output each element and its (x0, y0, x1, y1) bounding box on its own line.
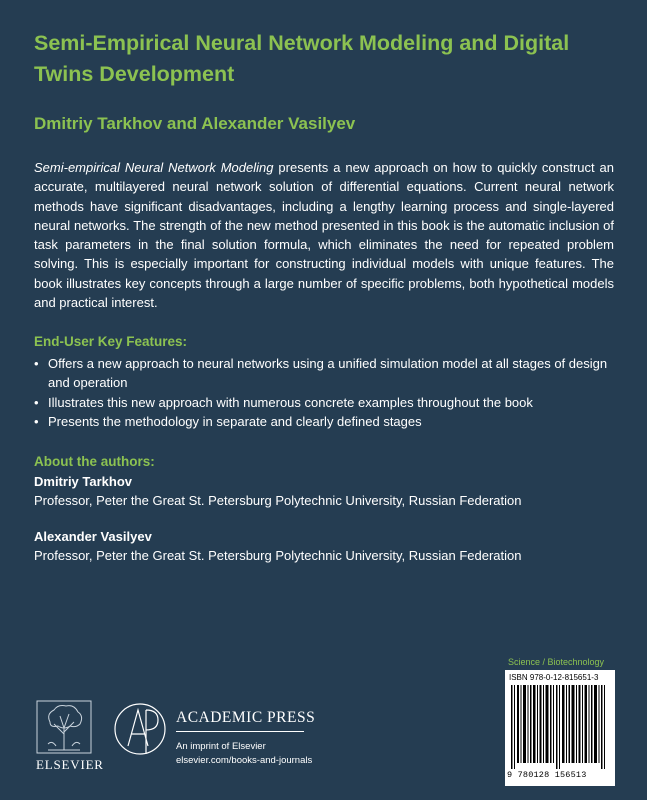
book-description (34, 158, 614, 312)
subject-category: Science / Biotechnology (508, 657, 605, 667)
author-affiliation: Professor, Peter the Great St. Petersburg Polytechnic University, Russian Federation (34, 493, 522, 508)
barcode-digits: 9 780128 156513 (507, 770, 587, 780)
author-affiliation: Professor, Peter the Great St. Petersburg Polytechnic University, Russian Federation (34, 548, 522, 563)
isbn-label: ISBN 978-0-12-815651-3 (509, 673, 599, 682)
elsevier-wordmark: ELSEVIER (36, 757, 104, 772)
author-bio (34, 527, 624, 565)
isbn-barcode (505, 670, 615, 786)
author-name: Dmitriy Tarkhov (34, 474, 133, 489)
feature-item: • Illustrates this new approach with numerous concrete examples throughout the book (34, 393, 624, 412)
barcode-icon (511, 685, 609, 769)
book-authors: Dmitriy Tarkhov and Alexander Vasilyev (34, 114, 356, 133)
publisher-imprint: An imprint of Elsevier (176, 741, 266, 752)
feature-item: • Offers a new approach to neural networks using a unified simulation model at all stages of design and operation (34, 354, 624, 393)
feature-item: • Presents the methodology in separate and clearly defined stages (34, 412, 624, 431)
publisher-name: ACADEMIC PRESS (176, 709, 316, 726)
elsevier-tree-logo-icon (36, 700, 92, 754)
book-title: Semi-Empirical Neural Network Modeling and Digital Twins Development (34, 31, 570, 86)
author-name: Alexander Vasilyev (34, 529, 152, 544)
academic-press-logo-icon (112, 696, 168, 768)
features-heading: End-User Key Features: (34, 334, 188, 349)
about-authors-heading: About the authors: (34, 454, 155, 469)
description-italic-lead: Semi-empirical Neural Network Modeling (34, 160, 274, 175)
publisher-url: elsevier.com/books-and-journals (176, 755, 313, 766)
publisher-divider (176, 731, 304, 732)
author-bio (34, 472, 624, 510)
features-list (34, 354, 624, 431)
description-body: presents a new approach on how to quickly construct an accurate, multilayered neural network solution of differential equations. Current neural network methods have significant disadvantages, including a lengthy learning process and single-layered neural networks. The strength of the new method presented in this book is the automatic inclusion of task parameters in the final solution formula, which eliminates the need for repeated problem solving. This is especially important for constructing individual models with unique features. The book illustrates key concepts through a large number of specific problems, both hypothetical models and practical interest. (34, 160, 615, 311)
